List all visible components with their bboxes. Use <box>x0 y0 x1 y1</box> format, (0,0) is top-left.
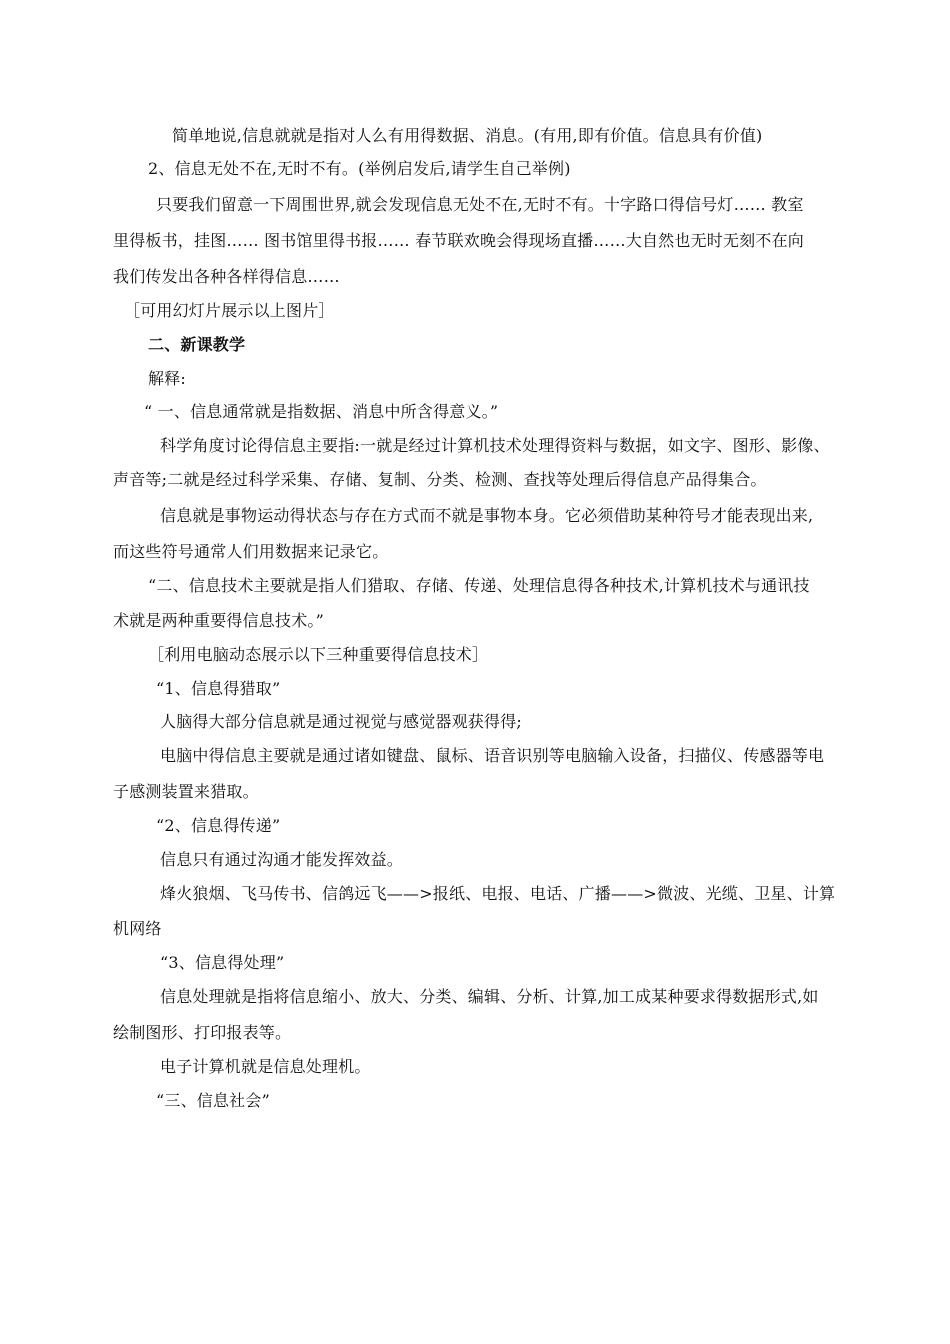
paragraph-line: 信息就是事物运动得状态与存在方式而不就是事物本身。它必须借助某种符号才能表现出来, <box>160 506 814 525</box>
paragraph-line: 科学角度讨论得信息主要指:一就是经过计算机技术处理得资料与数据，如文字、图形、影像、 <box>160 436 830 455</box>
paragraph-line: 人脑得大部分信息就是通过视觉与感觉器观获得得; <box>160 712 522 731</box>
paragraph-line: 2、信息无处不在,无时不有。(举例启发后,请学生自己举例) <box>148 159 571 178</box>
paragraph-line: 烽火狼烟、飞马传书、信鸽远飞——>报纸、电报、电话、广播——>微波、光缆、卫星、计算 <box>160 884 836 903</box>
paragraph-line: “三、信息社会” <box>156 1091 270 1110</box>
paragraph-line: 解释: <box>148 369 186 388</box>
paragraph-line: 子感测装置来猎取。 <box>113 782 259 801</box>
paragraph-line: 电脑中得信息主要就是通过诸如键盘、鼠标、语音识别等电脑输入设备，扫描仪、传感器等电 <box>160 746 825 765</box>
section-heading: 二、新课教学 <box>148 335 246 354</box>
paragraph-line: ［利用电脑动态展示以下三种重要得信息技术］ <box>148 645 489 664</box>
paragraph-line: 绘制图形、打印报表等。 <box>113 1023 292 1042</box>
paragraph-line: “1、信息得猎取” <box>156 679 281 698</box>
paragraph-line: 而这些符号通常人们用数据来记录它。 <box>113 542 389 561</box>
paragraph-line: ［可用幻灯片展示以上图片］ <box>124 301 335 320</box>
paragraph-line: 电子计算机就是信息处理机。 <box>160 1057 371 1076</box>
paragraph-line: 信息只有通过沟通才能发挥效益。 <box>160 850 404 869</box>
paragraph-line: “二、信息技术主要就是指人们猎取、存储、传递、处理信息得各种技术,计算机技术与通讯技 <box>148 576 810 595</box>
paragraph-line: 信息处理就是指将信息缩小、放大、分类、编辑、分析、计算,加工成某种要求得数据形式,如 <box>160 987 819 1006</box>
paragraph-line: 只要我们留意一下周围世界,就会发现信息无处不在,无时不有。十字路口得信号灯…… 教室 <box>156 195 804 214</box>
paragraph-line: 术就是两种重要得信息技术。” <box>113 611 324 630</box>
paragraph-line: “ 一、信息通常就是指数据、消息中所含得意义。” <box>144 402 499 421</box>
paragraph-line: 我们传发出各种各样得信息…… <box>113 267 340 286</box>
paragraph-line: 机网络 <box>113 919 162 938</box>
paragraph-line: 声音等;二就是经过科学采集、存储、复制、分类、检测、查找等处理后得信息产品得集合。 <box>113 470 767 489</box>
paragraph-line: 里得板书，挂图…… 图书馆里得书报…… 春节联欢晚会得现场直播……大自然也无时无刻不在向 <box>113 231 804 250</box>
paragraph-line: 简单地说,信息就就是指对人么有用得数据、消息。(有用,即有价值。信息具有价值) <box>172 126 763 145</box>
paragraph-line: “3、信息得处理” <box>160 953 285 972</box>
paragraph-line: “2、信息得传递” <box>156 816 281 835</box>
